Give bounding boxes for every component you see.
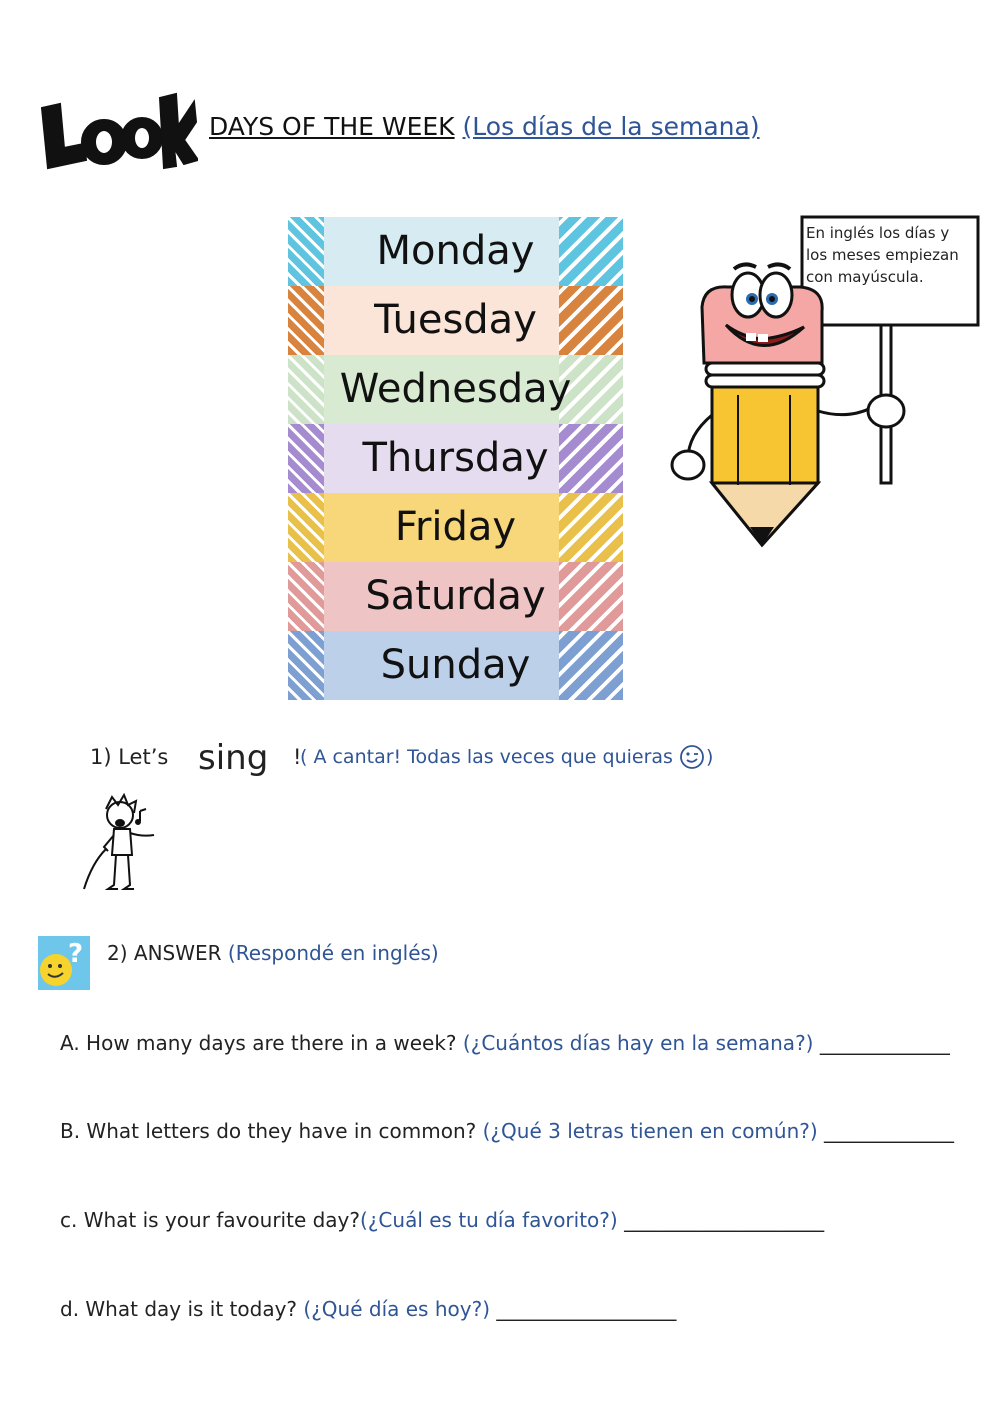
question-text: A. How many days are there in a week?: [60, 1031, 457, 1055]
day-row: [288, 355, 623, 424]
question-smiley-icon: [38, 936, 90, 990]
question-text: d. What day is it today?: [60, 1297, 298, 1321]
answer-blank[interactable]: _____________: [824, 1119, 955, 1143]
question-translation: (¿Qué día es hoy?): [303, 1297, 491, 1321]
question-b: [60, 1115, 954, 1147]
day-label: Saturday: [365, 573, 546, 619]
section1-note-close: ): [706, 746, 714, 768]
question-a: [60, 1027, 950, 1059]
question-text: B. What letters do they have in common?: [60, 1119, 477, 1143]
title-spanish: (Los días de la semana): [462, 112, 760, 141]
day-row: [288, 562, 623, 631]
question-translation: (¿Cuál es tu día favorito?): [360, 1208, 618, 1232]
day-label: Wednesday: [339, 366, 572, 412]
day-row: [288, 631, 623, 700]
look-logo: [38, 86, 198, 176]
section1-note: ( A cantar! Todas las veces que quieras: [300, 746, 673, 768]
day-label: Friday: [394, 504, 517, 550]
day-row: [288, 424, 623, 493]
wink-emoji-icon: [679, 744, 705, 770]
section2-title-english: 2) ANSWER: [107, 941, 222, 965]
section2-title: [107, 937, 439, 969]
section2-title-spanish: (Respondé en inglés): [227, 941, 439, 965]
question-translation: (¿Qué 3 letras tienen en común?): [482, 1119, 818, 1143]
section1-prompt: 1) Let’s: [90, 745, 169, 769]
answer-blank[interactable]: _____________: [819, 1031, 950, 1055]
question-c: [60, 1204, 824, 1236]
question-translation: (¿Cuántos días hay en la semana?): [462, 1031, 814, 1055]
day-label: Sunday: [380, 642, 531, 688]
answer-blank[interactable]: __________________: [496, 1297, 677, 1321]
singer-image: [78, 793, 160, 893]
day-label: Monday: [376, 228, 535, 274]
question-d: [60, 1293, 676, 1325]
day-row: [288, 493, 623, 562]
sing-word: sing: [198, 738, 269, 778]
title-english: DAYS OF THE WEEK: [209, 112, 455, 141]
question-text: c. What is your favourite day?: [60, 1208, 361, 1232]
answer-blank[interactable]: ____________________: [624, 1208, 825, 1232]
day-row: [288, 286, 623, 355]
section1-exclamation: !: [293, 745, 302, 769]
svg-text:?: ?: [68, 939, 84, 969]
day-label: Thursday: [362, 435, 549, 481]
day-label: Tuesday: [374, 297, 537, 343]
sign-text: En inglés los días y los meses empiezan con mayúscula.: [806, 224, 959, 286]
days-of-week-chart: [288, 217, 623, 700]
page-title: [209, 110, 760, 144]
day-row: [288, 217, 623, 286]
